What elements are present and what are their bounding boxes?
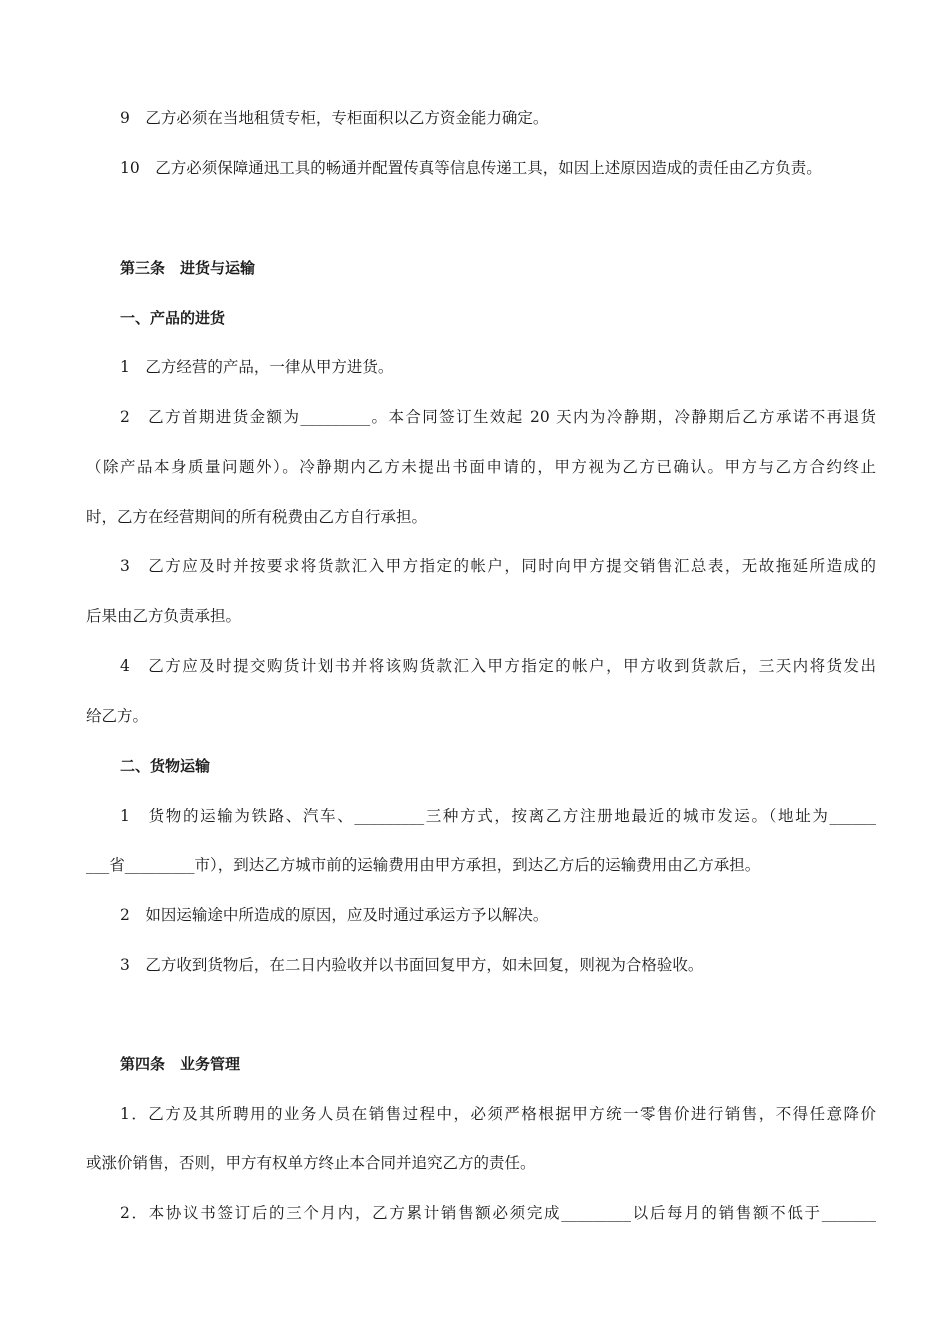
- clause-item-9: 9 乙方必须在当地租赁专柜，专柜面积以乙方资金能力确定。: [120, 109, 549, 127]
- article-3-heading: 第三条 进货与运输: [120, 259, 256, 277]
- business-item-1-line-1: 1．乙方及其所聘用的业务人员在销售过程中，必须严格根据甲方统一零售价进行销售，不得任意降价: [120, 1105, 876, 1123]
- purchase-item-4-line-2: 给乙方。: [86, 707, 149, 725]
- article-4-heading: 第四条 业务管理: [120, 1055, 241, 1073]
- section-transport-heading: 二、货物运输: [120, 757, 211, 775]
- purchase-item-2-line-1: 2 乙方首期进货金额为_________。本合同签订生效起 20 天内为冷静期，冷静期后乙方承诺不再退货: [120, 408, 876, 426]
- business-item-2-line-1: 2．本协议书签订后的三个月内，乙方累计销售额必须完成_________以后每月的销售额不低于_______: [120, 1204, 876, 1222]
- purchase-item-2-line-3: 时，乙方在经营期间的所有税费由乙方自行承担。: [86, 508, 428, 526]
- purchase-item-4-line-1: 4 乙方应及时提交购货计划书并将该购货款汇入甲方指定的帐户，甲方收到货款后，三天内将货发出: [120, 657, 876, 675]
- transport-item-2: 2 如因运输途中所造成的原因，应及时通过承运方予以解决。: [120, 906, 549, 924]
- clause-item-10: 10 乙方必须保障通迅工具的畅通并配置传真等信息传递工具，如因上述原因造成的责任由乙方负责。: [120, 159, 822, 177]
- purchase-item-2-line-2: （除产品本身质量问题外）。冷静期内乙方未提出书面申请的，甲方视为乙方已确认。甲方与乙方合约终止: [86, 458, 876, 476]
- transport-item-1-line-1: 1 货物的运输为铁路、汽车、_________三种方式，按离乙方注册地最近的城市发运。（地址为______: [120, 807, 876, 825]
- transport-item-3: 3 乙方收到货物后，在二日内验收并以书面回复甲方，如未回复，则视为合格验收。: [120, 956, 704, 974]
- purchase-item-1: 1 乙方经营的产品，一律从甲方进货。: [120, 358, 394, 376]
- purchase-item-3-line-2: 后果由乙方负责承担。: [86, 607, 242, 625]
- business-item-1-line-2: 或涨价销售，否则，甲方有权单方终止本合同并追究乙方的责任。: [86, 1154, 536, 1172]
- purchase-item-3-line-1: 3 乙方应及时并按要求将货款汇入甲方指定的帐户，同时向甲方提交销售汇总表，无故拖延所造成的: [120, 557, 876, 575]
- transport-item-1-line-2: ___省_________市），到达乙方城市前的运输费用由甲方承担，到达乙方后的运输费用由乙方承担。: [86, 856, 761, 874]
- section-purchase-heading: 一、产品的进货: [120, 309, 226, 327]
